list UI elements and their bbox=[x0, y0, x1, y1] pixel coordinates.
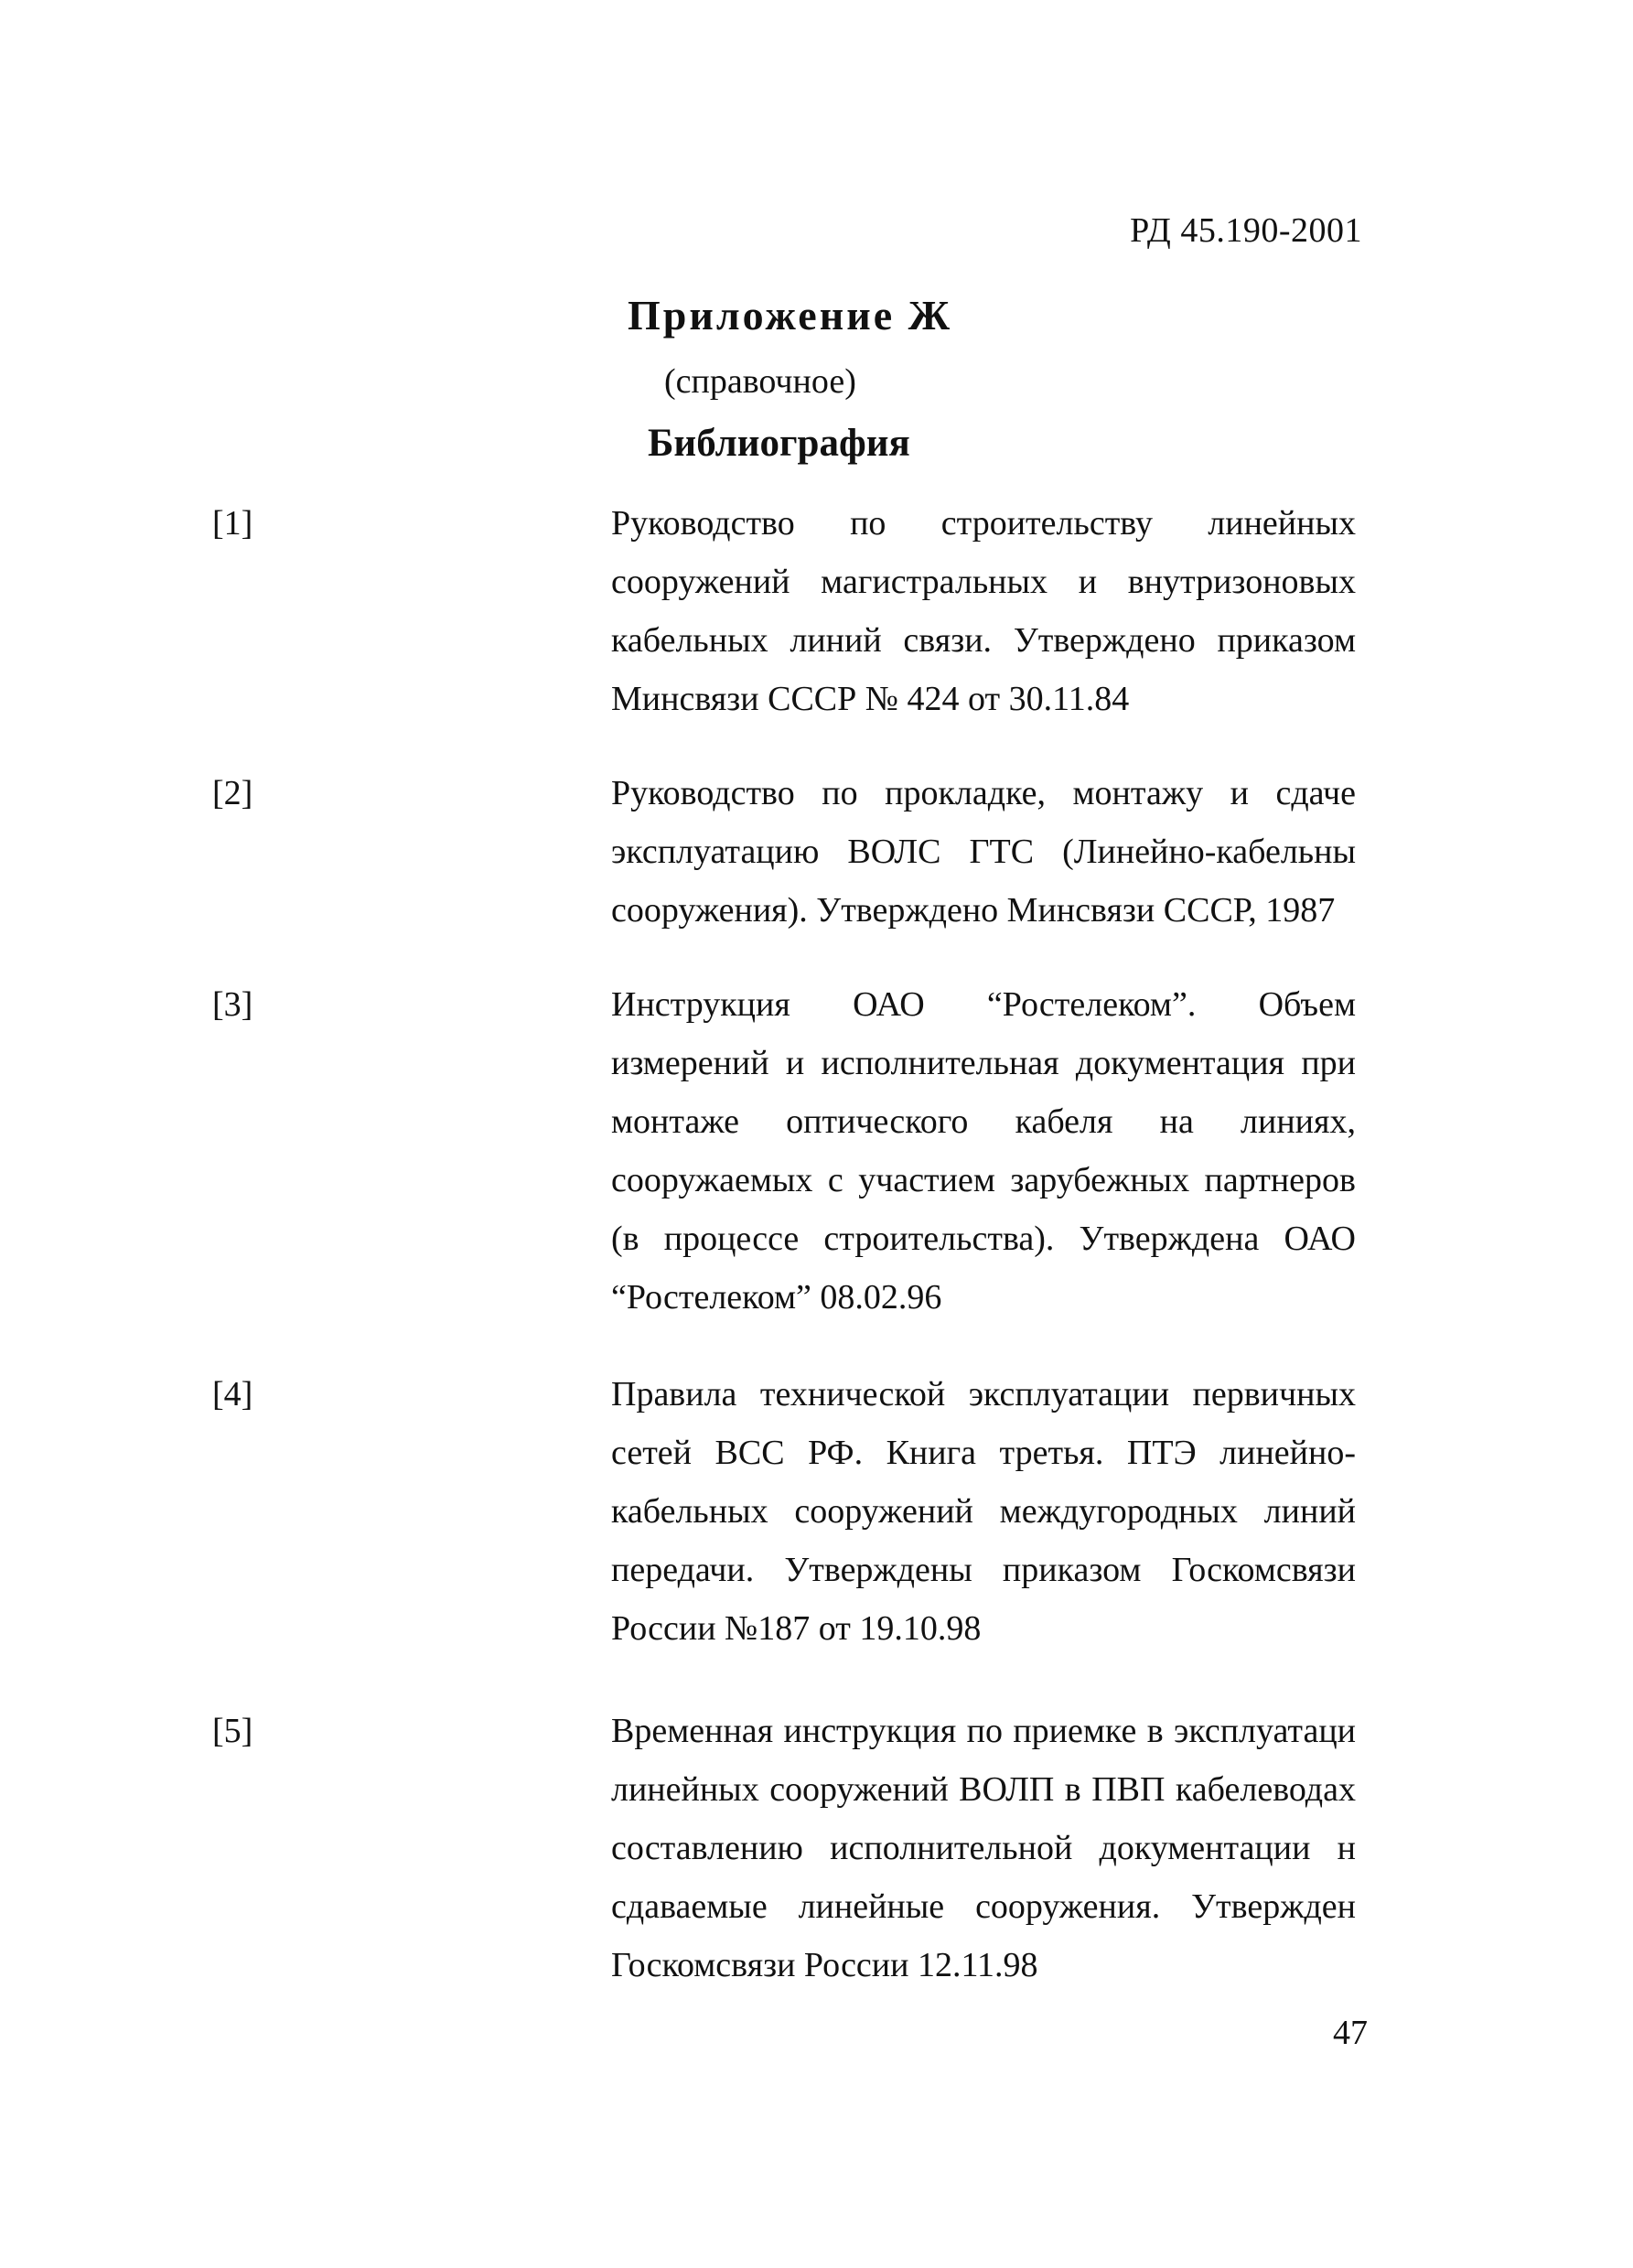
reference-text: Правила технической эксплуатации первичных сетей ВСС РФ. Книга третья. ПТЭ линейно-кабельных сооружений междугородных линий передачи. Утверждены приказом Госкомсвязи России №187 от 19.10.98 bbox=[611, 1375, 1356, 1648]
reference-number: [5] bbox=[212, 1712, 253, 1750]
reference-text: Инструкция ОАО “Ростелеком”. Объем измерений и исполнительная документация при монтаже оптического кабеля на линиях, сооружаемых с участием зарубежных партнеров (в процессе строительства). Утверждена ОАО “Ростелеком” 08.02.96 bbox=[611, 985, 1356, 1317]
reference-number: [2] bbox=[212, 774, 253, 812]
reference-text: Руководство по строительству линейных сооружений магистральных и внутризоновых кабельных линий связи. Утверждено приказом Минсвязи СССР № 424 от 30.11.84 bbox=[611, 504, 1356, 718]
appendix-note: (справочное) bbox=[664, 362, 856, 401]
reference-text: Руководство по прокладке, монтажу и сдаче эксплуатацию ВОЛС ГТС (Линейно-кабельны сооружения). Утверждено Минсвязи СССР, 1987 bbox=[611, 774, 1356, 930]
reference-number: [1] bbox=[212, 504, 253, 543]
reference-number: [4] bbox=[212, 1375, 253, 1413]
reference-number: [3] bbox=[212, 985, 253, 1024]
bibliography-title: Библиография bbox=[648, 422, 910, 465]
appendix-title: Приложение Ж bbox=[628, 292, 953, 339]
page-number: 47 bbox=[1333, 2014, 1368, 2052]
reference-text: Временная инструкция по приемке в эксплуатаци линейных сооружений ВОЛП в ПВП кабелеводах составлению исполнительной документации н сдаваемые линейные сооружения. Утвержден Госкомсвязи России 12.11.98 bbox=[611, 1712, 1356, 1984]
document-code: РД 45.190-2001 bbox=[1130, 211, 1362, 250]
